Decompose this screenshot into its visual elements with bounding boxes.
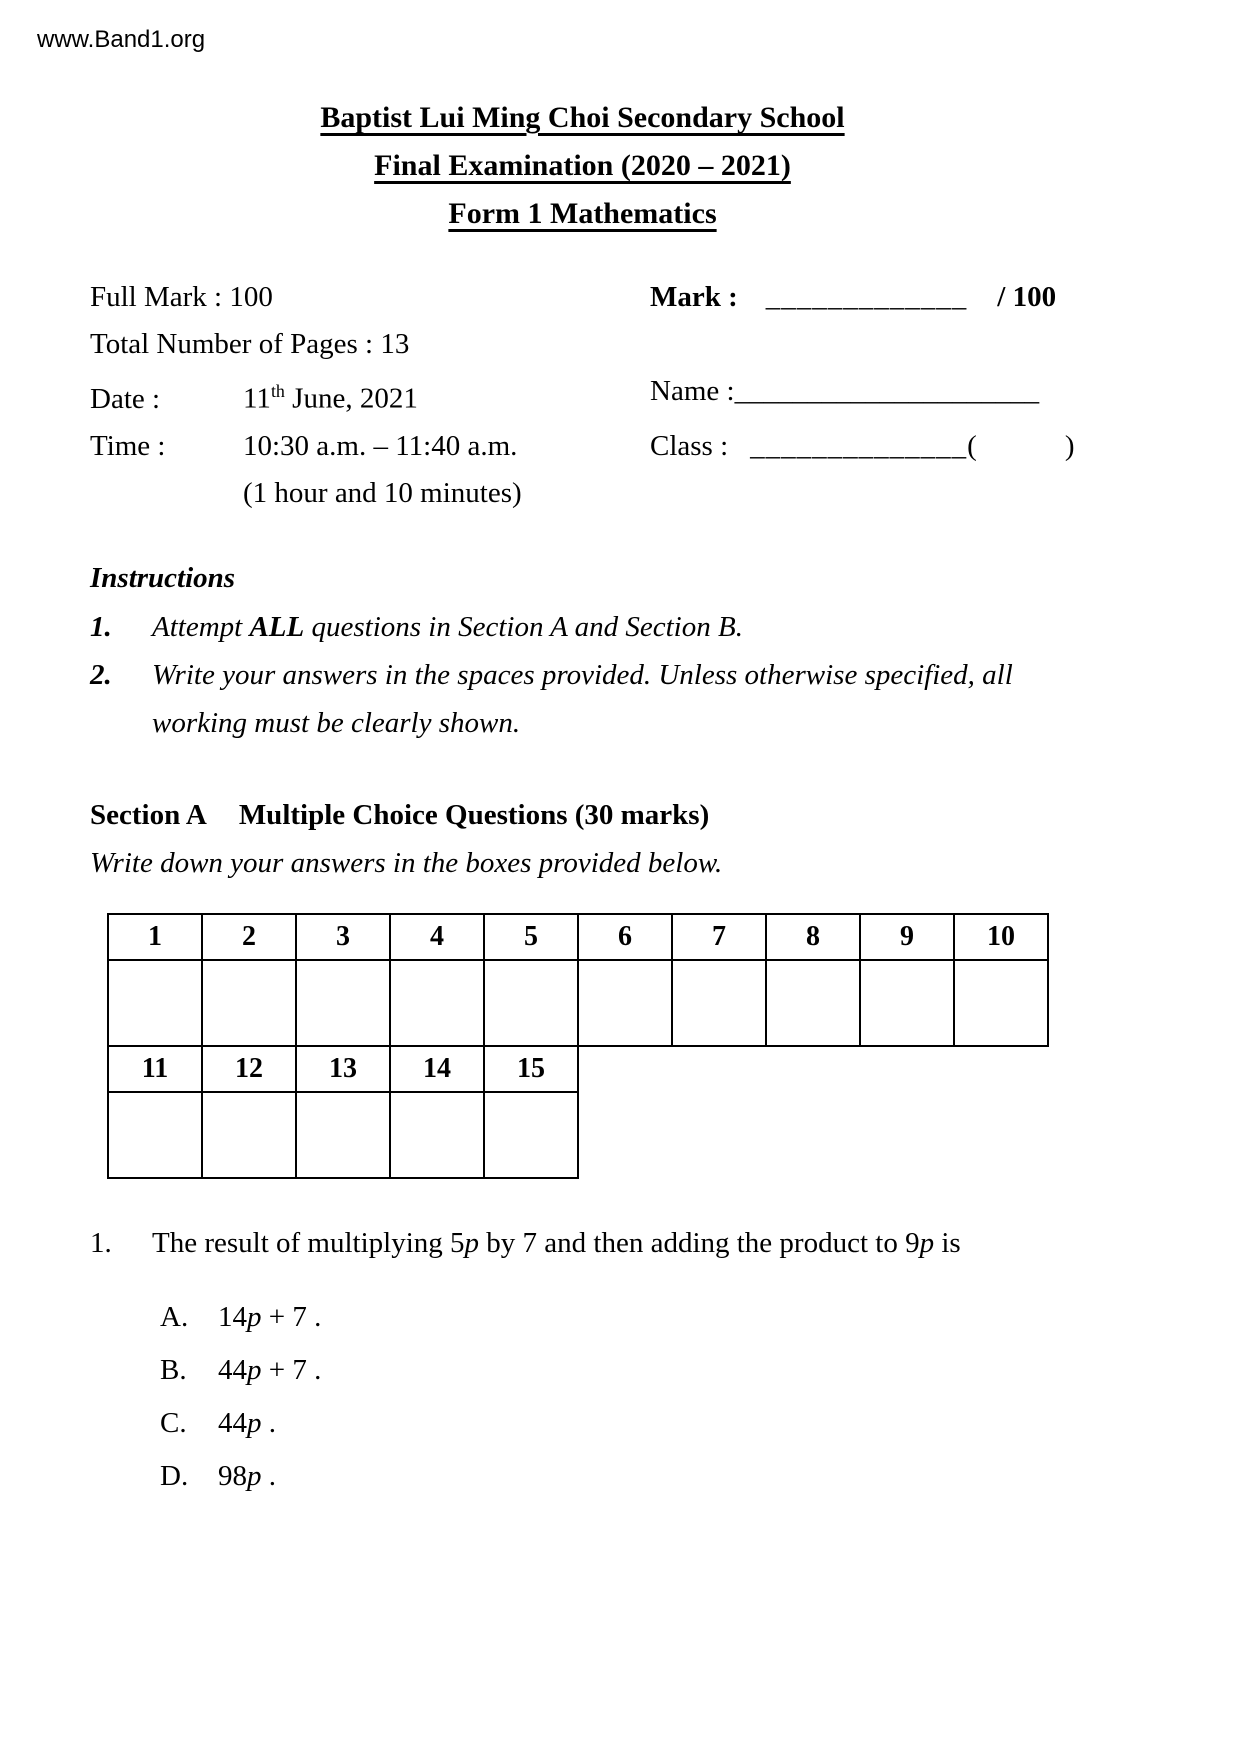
- option-value: 44p .: [218, 1406, 276, 1439]
- answer-header-2: 2: [202, 914, 296, 960]
- answer-header-12: 12: [202, 1046, 296, 1092]
- instructions-title: Instructions: [90, 561, 236, 594]
- info-row-time: [90, 423, 1075, 470]
- math-var-p: p: [247, 1406, 262, 1439]
- answer-header-15: 15: [484, 1046, 578, 1092]
- answer-box-14: [390, 1092, 484, 1178]
- section-a: [90, 791, 1075, 1179]
- question-1: [90, 1219, 1075, 1503]
- answer-box-2: [202, 960, 296, 1046]
- date-field: [90, 368, 650, 423]
- name-label: Name :: [650, 375, 735, 407]
- answer-box-5: [484, 960, 578, 1046]
- option-label: C.: [160, 1406, 187, 1439]
- answer-box-13: [296, 1092, 390, 1178]
- option-c: [160, 1397, 1075, 1450]
- answer-header-9: 9: [860, 914, 954, 960]
- mark-label: Mark :: [650, 281, 738, 313]
- answer-header-3: 3: [296, 914, 390, 960]
- header-titles: [90, 94, 1075, 238]
- instruction-number: 1.: [90, 610, 112, 643]
- time-label: Time :: [90, 429, 166, 462]
- info-row-mark: [90, 274, 1075, 321]
- date-day: 11: [243, 382, 271, 415]
- option-a: [160, 1291, 1075, 1344]
- answer-header-7: 7: [672, 914, 766, 960]
- answer-box-15: [484, 1092, 578, 1178]
- answer-grid-blank-row: [108, 1092, 578, 1178]
- math-var-p: p: [464, 1226, 480, 1259]
- subject-title: Form 1 Mathematics: [448, 197, 717, 230]
- instruction-item-2: [90, 651, 1075, 747]
- option-label: A.: [160, 1300, 189, 1333]
- exam-page: [90, 94, 1075, 1503]
- answer-box-8: [766, 960, 860, 1046]
- info-row-pages: [90, 321, 1075, 368]
- name-blank-line: _____________________: [734, 375, 1040, 407]
- mark-field: [650, 274, 1075, 321]
- section-a-label: Section A: [90, 798, 207, 831]
- full-mark: Full Mark : 100: [90, 281, 273, 313]
- answer-header-4: 4: [390, 914, 484, 960]
- mark-blank-line: _____________: [765, 281, 968, 313]
- mark-total: / 100: [997, 281, 1057, 313]
- answer-header-14: 14: [390, 1046, 484, 1092]
- answer-box-9: [860, 960, 954, 1046]
- answer-box-11: [108, 1092, 202, 1178]
- question-number: 1.: [90, 1226, 112, 1259]
- answer-header-5: 5: [484, 914, 578, 960]
- answer-header-8: 8: [766, 914, 860, 960]
- instruction-text: Attempt ALL questions in Section A and Section B.: [152, 610, 743, 643]
- instruction-text: Write your answers in the spaces provided. Unless otherwise specified, all working must be clearly shown.: [152, 658, 1013, 739]
- answer-box-10: [954, 960, 1048, 1046]
- info-row-duration: [90, 470, 1075, 517]
- date-rest: June, 2021: [284, 382, 418, 415]
- answer-box-12: [202, 1092, 296, 1178]
- answer-grid-blank-row: [108, 960, 1048, 1046]
- class-field: [650, 423, 1075, 470]
- option-label: B.: [160, 1353, 187, 1386]
- exam-info: [90, 274, 1075, 517]
- answer-header-13: 13: [296, 1046, 390, 1092]
- math-var-p: p: [247, 1459, 262, 1492]
- answer-box-1: [108, 960, 202, 1046]
- question-1-options: [160, 1291, 1075, 1503]
- instruction-number: 2.: [90, 658, 112, 691]
- option-b: [160, 1344, 1075, 1397]
- answer-header-1: 1: [108, 914, 202, 960]
- school-name: Baptist Lui Ming Choi Secondary School: [320, 101, 845, 134]
- answer-box-3: [296, 960, 390, 1046]
- answer-grid-header-row: [108, 914, 1048, 960]
- class-blank-line: ______________: [750, 429, 968, 462]
- answer-header-6: 6: [578, 914, 672, 960]
- answer-header-10: 10: [954, 914, 1048, 960]
- date-ordinal: th: [270, 381, 285, 401]
- option-label: D.: [160, 1459, 189, 1492]
- option-value: 98p .: [218, 1459, 276, 1492]
- class-paren-close: ): [1064, 429, 1075, 462]
- option-d: [160, 1450, 1075, 1503]
- answer-header-11: 11: [108, 1046, 202, 1092]
- option-value: 14p + 7 .: [218, 1300, 322, 1333]
- site-watermark: www.Band1.org: [37, 26, 206, 53]
- answer-box-6: [578, 960, 672, 1046]
- exam-title: Final Examination (2020 – 2021): [374, 149, 791, 182]
- math-var-p: p: [247, 1353, 262, 1386]
- section-a-subtitle: Write down your answers in the boxes provided below.: [90, 846, 723, 879]
- question-1-stem: [90, 1219, 1075, 1267]
- answer-grid-header-row: [108, 1046, 578, 1092]
- info-row-date: [90, 368, 1075, 423]
- instruction-item-1: [90, 603, 1075, 651]
- math-var-p: p: [919, 1226, 935, 1259]
- exam-duration: (1 hour and 10 minutes): [243, 476, 522, 509]
- option-value: 44p + 7 .: [218, 1353, 322, 1386]
- section-a-title: Multiple Choice Questions (30 marks): [238, 798, 710, 831]
- time-value: 10:30 a.m. – 11:40 a.m.: [243, 429, 518, 462]
- class-label: Class :: [650, 429, 729, 462]
- total-pages: Total Number of Pages : 13: [90, 328, 410, 360]
- date-label: Date :: [90, 382, 161, 415]
- instructions: [90, 553, 1075, 747]
- time-field: [90, 423, 650, 470]
- name-field: [650, 368, 1075, 423]
- answer-box-7: [672, 960, 766, 1046]
- math-var-p: p: [247, 1300, 262, 1333]
- instruction-bold-word: ALL: [249, 610, 305, 643]
- class-paren-open: (: [967, 429, 977, 462]
- question-text: The result of multiplying 5p by 7 and then adding the product to 9p is: [152, 1226, 961, 1259]
- answer-grid-11-15: [107, 1045, 579, 1179]
- section-a-heading: [90, 791, 1075, 839]
- answer-box-4: [390, 960, 484, 1046]
- answer-grid-1-10: [107, 913, 1049, 1047]
